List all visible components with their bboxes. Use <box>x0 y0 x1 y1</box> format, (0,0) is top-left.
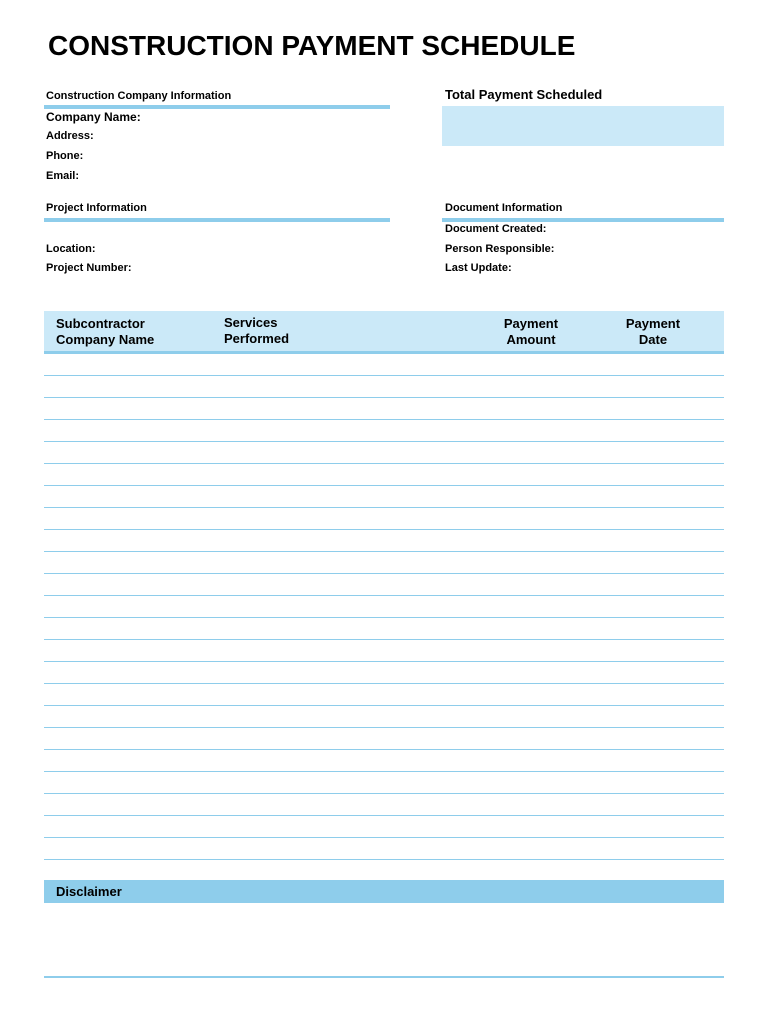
column-header-subcontractor-line2: Company Name <box>56 332 155 347</box>
table-row[interactable] <box>44 838 724 860</box>
table-row[interactable] <box>44 618 724 640</box>
document-info-divider <box>442 218 724 222</box>
disclaimer-text-area[interactable] <box>44 906 724 974</box>
table-header <box>44 311 724 354</box>
table-row[interactable] <box>44 750 724 772</box>
table-row[interactable] <box>44 794 724 816</box>
page-title: CONSTRUCTION PAYMENT SCHEDULE <box>48 30 576 61</box>
column-header-subcontractor-line1: Subcontractor <box>56 316 145 331</box>
total-payment-heading: Total Payment Scheduled <box>445 87 603 102</box>
project-info-divider <box>44 218 390 222</box>
document-info-heading: Document Information <box>445 202 563 214</box>
table-row[interactable] <box>44 596 724 618</box>
column-header-payment-amount-line1: Payment <box>503 316 559 331</box>
company-info-divider <box>44 105 390 109</box>
last-update-label: Last Update: <box>445 262 512 274</box>
email-label: Email: <box>46 170 80 182</box>
total-payment-field[interactable] <box>442 106 724 146</box>
table-row[interactable] <box>44 684 724 706</box>
person-responsible-label: Person Responsible: <box>445 243 555 255</box>
table-row[interactable] <box>44 376 724 398</box>
disclaimer-label: Disclaimer <box>56 884 122 899</box>
table-body <box>44 354 724 860</box>
column-header-payment-date <box>614 316 692 348</box>
disclaimer-divider <box>44 976 724 978</box>
table-row[interactable] <box>44 420 724 442</box>
table-row[interactable] <box>44 728 724 750</box>
table-row[interactable] <box>44 640 724 662</box>
table-row[interactable] <box>44 574 724 596</box>
column-header-services <box>224 315 374 347</box>
table-row[interactable] <box>44 552 724 574</box>
project-number-label: Project Number: <box>46 262 132 274</box>
column-header-services-line1: Services <box>224 315 278 330</box>
address-label: Address: <box>46 130 94 142</box>
table-row[interactable] <box>44 486 724 508</box>
column-header-subcontractor <box>56 316 206 348</box>
column-header-payment-date-line1: Payment <box>625 316 681 331</box>
project-info-heading: Project Information <box>46 202 147 214</box>
column-header-services-line2: Performed <box>224 331 290 346</box>
company-name-label: Company Name: <box>46 110 141 124</box>
column-header-payment-date-line2: Date <box>638 332 668 347</box>
location-label: Location: <box>46 243 96 255</box>
phone-label: Phone: <box>46 150 84 162</box>
table-row[interactable] <box>44 662 724 684</box>
table-row[interactable] <box>44 354 724 376</box>
table-row[interactable] <box>44 442 724 464</box>
disclaimer-bar <box>44 880 724 903</box>
table-row[interactable] <box>44 508 724 530</box>
company-info-heading: Construction Company Information <box>46 90 232 102</box>
table-row[interactable] <box>44 772 724 794</box>
table-row[interactable] <box>44 398 724 420</box>
table-row[interactable] <box>44 816 724 838</box>
table-row[interactable] <box>44 530 724 552</box>
column-header-payment-amount <box>496 316 566 348</box>
column-header-payment-amount-line2: Amount <box>506 332 556 347</box>
table-row[interactable] <box>44 706 724 728</box>
document-created-label: Document Created: <box>445 223 547 235</box>
table-row[interactable] <box>44 464 724 486</box>
